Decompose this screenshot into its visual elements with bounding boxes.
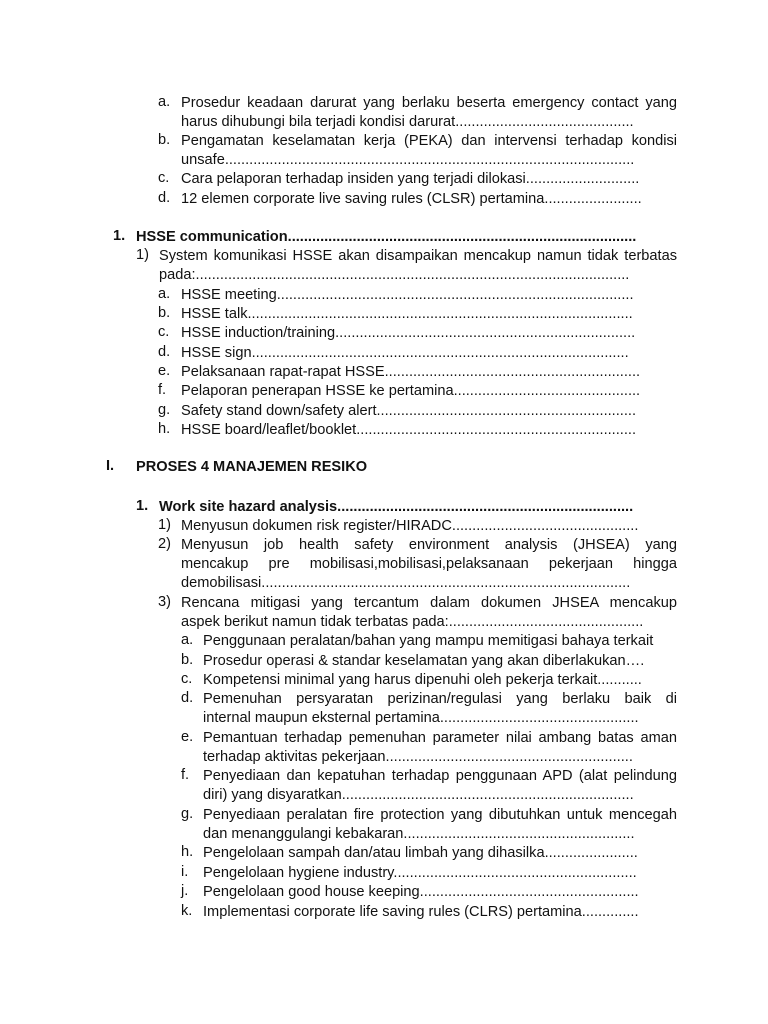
list-marker: c. bbox=[181, 671, 193, 687]
list-item-text: HSSE meeting........................................................................................ bbox=[181, 287, 634, 303]
list-marker: a. bbox=[158, 94, 171, 110]
list-marker: f. bbox=[158, 382, 167, 398]
section-heading: HSSE communication...................................................................................... bbox=[136, 229, 637, 245]
list-item-text: Safety stand down/safety alert................................................................ bbox=[181, 403, 637, 419]
list-item-text: Pemantuan terhadap pemenuhan parameter nilai ambang batas aman bbox=[203, 730, 677, 746]
list-marker: d. bbox=[181, 690, 194, 706]
list-marker: f. bbox=[181, 767, 190, 783]
list-item-text: mencakup pre mobilisasi,mobilisasi,pelaksanaan pekerjaan hingga bbox=[181, 556, 677, 572]
list-item-text: HSSE talk............................................................................................... bbox=[181, 306, 633, 322]
list-marker: a. bbox=[181, 632, 194, 648]
list-item-text: Prosedur operasi & standar keselamatan yang akan diberlakukan…. bbox=[203, 653, 645, 669]
list-item-text: Penyediaan dan kepatuhan terhadap penggunaan APD (alat pelindung bbox=[203, 768, 677, 784]
list-marker: h. bbox=[181, 844, 194, 860]
list-item-text: Pengamatan keselamatan kerja (PEKA) dan intervensi terhadap kondisi bbox=[181, 133, 677, 149]
list-item-text: aspek berikut namun tidak terbatas pada:................................................ bbox=[181, 614, 644, 630]
list-marker: d. bbox=[158, 344, 171, 360]
list-item-text: Penggunaan peralatan/bahan yang mampu memitigasi bahaya terkait bbox=[203, 633, 654, 649]
list-marker: c. bbox=[158, 170, 170, 186]
section-number: 1. bbox=[113, 228, 126, 244]
list-item-text: System komunikasi HSSE akan disampaikan mencakup namun tidak terbatas bbox=[159, 248, 677, 264]
list-item-text: unsafe..................................................................................................... bbox=[181, 152, 635, 168]
list-item-text: Pelaporan penerapan HSSE ke pertamina.............................................. bbox=[181, 383, 641, 399]
list-marker: i. bbox=[181, 864, 189, 880]
list-marker: a. bbox=[158, 286, 171, 302]
section-title: PROSES 4 MANAJEMEN RESIKO bbox=[136, 459, 368, 475]
list-item-text: Pelaksanaan rapat-rapat HSSE............................................................... bbox=[181, 364, 641, 380]
list-item-text: Implementasi corporate life saving rules (CLRS) pertamina.............. bbox=[203, 904, 639, 920]
list-item-text: dan menanggulangi kebakaran......................................................... bbox=[203, 826, 635, 842]
list-item-text: Menyusun job health safety environment analysis (JHSEA) yang bbox=[181, 537, 677, 553]
list-item-text: Pengelolaan good house keeping...................................................... bbox=[203, 884, 639, 900]
list-marker: c. bbox=[158, 324, 170, 340]
list-marker: 2) bbox=[158, 536, 171, 552]
list-item-text: Menyusun dokumen risk register/HIRADC.............................................. bbox=[181, 518, 639, 534]
list-marker: 3) bbox=[158, 594, 171, 610]
list-marker: h. bbox=[158, 421, 171, 437]
list-marker: d. bbox=[158, 190, 171, 206]
list-marker: g. bbox=[181, 806, 194, 822]
list-item-text: demobilisasi........................................................................................... bbox=[181, 575, 631, 591]
section-number: I. bbox=[106, 458, 115, 474]
section-number: 1. bbox=[136, 498, 149, 514]
list-item-text: Penyediaan peralatan fire protection yang dibutuhkan untuk mencegah bbox=[203, 807, 677, 823]
list-item-text: 12 elemen corporate live saving rules (CLSR) pertamina........................ bbox=[181, 191, 642, 207]
list-item-text: HSSE induction/training.......................................................................... bbox=[181, 325, 636, 341]
list-marker: e. bbox=[181, 729, 194, 745]
list-item-text: diri) yang disyaratkan........................................................................ bbox=[203, 787, 634, 803]
list-item-text: Pemenuhan persyaratan perizinan/regulasi yang berlaku baik di bbox=[203, 691, 677, 707]
list-item-text: terhadap aktivitas pekerjaan............................................................. bbox=[203, 749, 633, 765]
list-item-text: Kompetensi minimal yang harus dipenuhi oleh pekerja terkait........... bbox=[203, 672, 642, 688]
list-item-text: HSSE board/leaflet/booklet..................................................................... bbox=[181, 422, 637, 438]
list-marker: k. bbox=[181, 903, 193, 919]
list-item-text: Pengelolaan sampah dan/atau limbah yang dihasilka....................... bbox=[203, 845, 638, 861]
list-marker: b. bbox=[158, 305, 171, 321]
list-item-text: Rencana mitigasi yang tercantum dalam dokumen JHSEA mencakup bbox=[181, 595, 677, 611]
list-marker: b. bbox=[181, 652, 194, 668]
list-marker: e. bbox=[158, 363, 171, 379]
list-item-text: harus dihubungi bila terjadi kondisi darurat............................................ bbox=[181, 114, 634, 130]
list-marker: j. bbox=[181, 883, 189, 899]
list-item-text: Cara pelaporan terhadap insiden yang terjadi dilokasi............................ bbox=[181, 171, 640, 187]
list-marker: 1) bbox=[158, 517, 171, 533]
list-marker: g. bbox=[158, 402, 171, 418]
list-item-text: HSSE sign............................................................................................. bbox=[181, 345, 629, 361]
list-item-text: Pengelolaan hygiene industry............................................................ bbox=[203, 865, 637, 881]
list-item-text: pada:........................................................................................................... bbox=[159, 267, 630, 283]
list-marker: b. bbox=[158, 132, 171, 148]
list-item-text: internal maupun eksternal pertamina................................................. bbox=[203, 710, 639, 726]
list-item-text: Prosedur keadaan darurat yang berlaku beserta emergency contact yang bbox=[181, 95, 677, 111]
section-heading: Work site hazard analysis......................................................................... bbox=[159, 499, 634, 515]
list-marker: 1) bbox=[136, 247, 149, 263]
